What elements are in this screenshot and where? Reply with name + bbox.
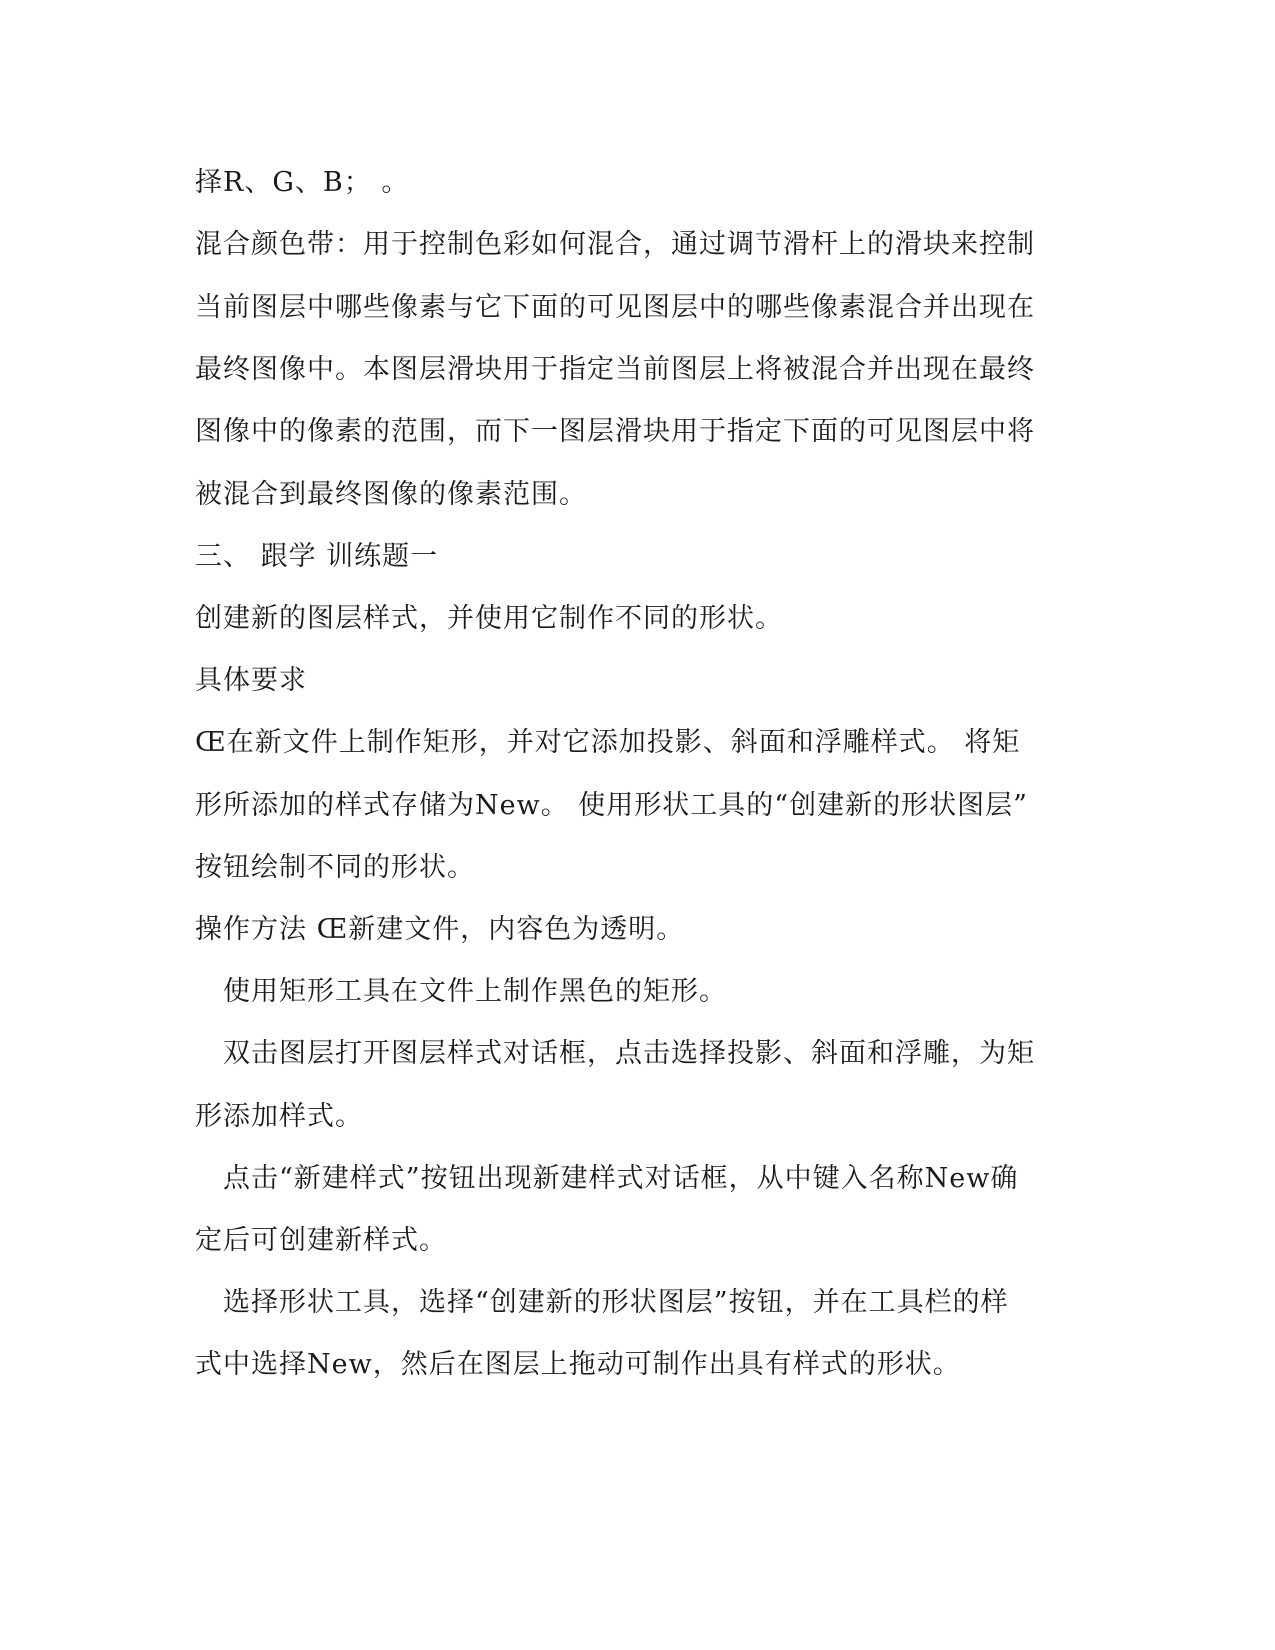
text-line: 操作方法 Œ新建文件，内容色为透明。 bbox=[195, 914, 685, 945]
text-line: 形所添加的样式存储为New。 使用形状工具的“创建新的形状图层” bbox=[195, 790, 1028, 821]
text-line: 选择形状工具，选择“创建新的形状图层”按钮，并在工具栏的样 bbox=[223, 1287, 1009, 1318]
subheading: 具体要求 bbox=[195, 665, 307, 696]
text-line: 形添加样式。 bbox=[195, 1101, 363, 1132]
text-line: 定后可创建新样式。 bbox=[195, 1225, 447, 1256]
text-line: 式中选择New，然后在图层上拖动可制作出具有样式的形状。 bbox=[195, 1349, 961, 1380]
text-line: 图像中的像素的范围，而下一图层滑块用于指定下面的可见图层中将 bbox=[195, 416, 1035, 447]
text-line: Œ在新文件上制作矩形，并对它添加投影、斜面和浮雕样式。 将矩 bbox=[195, 727, 1021, 758]
text-line: 被混合到最终图像的像素范围。 bbox=[195, 479, 587, 510]
section-heading: 三、 跟学 训练题一 bbox=[195, 541, 439, 572]
text-line: 混合颜色带：用于控制色彩如何混合，通过调节滑杆上的滑块来控制 bbox=[195, 229, 1035, 260]
text-line: 双击图层打开图层样式对话框，点击选择投影、斜面和浮雕，为矩 bbox=[223, 1038, 1035, 1069]
text-line: 按钮绘制不同的形状。 bbox=[195, 852, 475, 883]
text-line: 使用矩形工具在文件上制作黑色的矩形。 bbox=[223, 976, 727, 1007]
text-line: 当前图层中哪些像素与它下面的可见图层中的哪些像素混合并出现在 bbox=[195, 292, 1035, 323]
text-line: 点击“新建样式”按钮出现新建样式对话框，从中键入名称New确 bbox=[223, 1163, 1019, 1194]
text-line: 最终图像中。本图层滑块用于指定当前图层上将被混合并出现在最终 bbox=[195, 354, 1035, 385]
text-line: 择R、G、B； 。 bbox=[195, 167, 410, 198]
text-line: 创建新的图层样式，并使用它制作不同的形状。 bbox=[195, 603, 783, 634]
